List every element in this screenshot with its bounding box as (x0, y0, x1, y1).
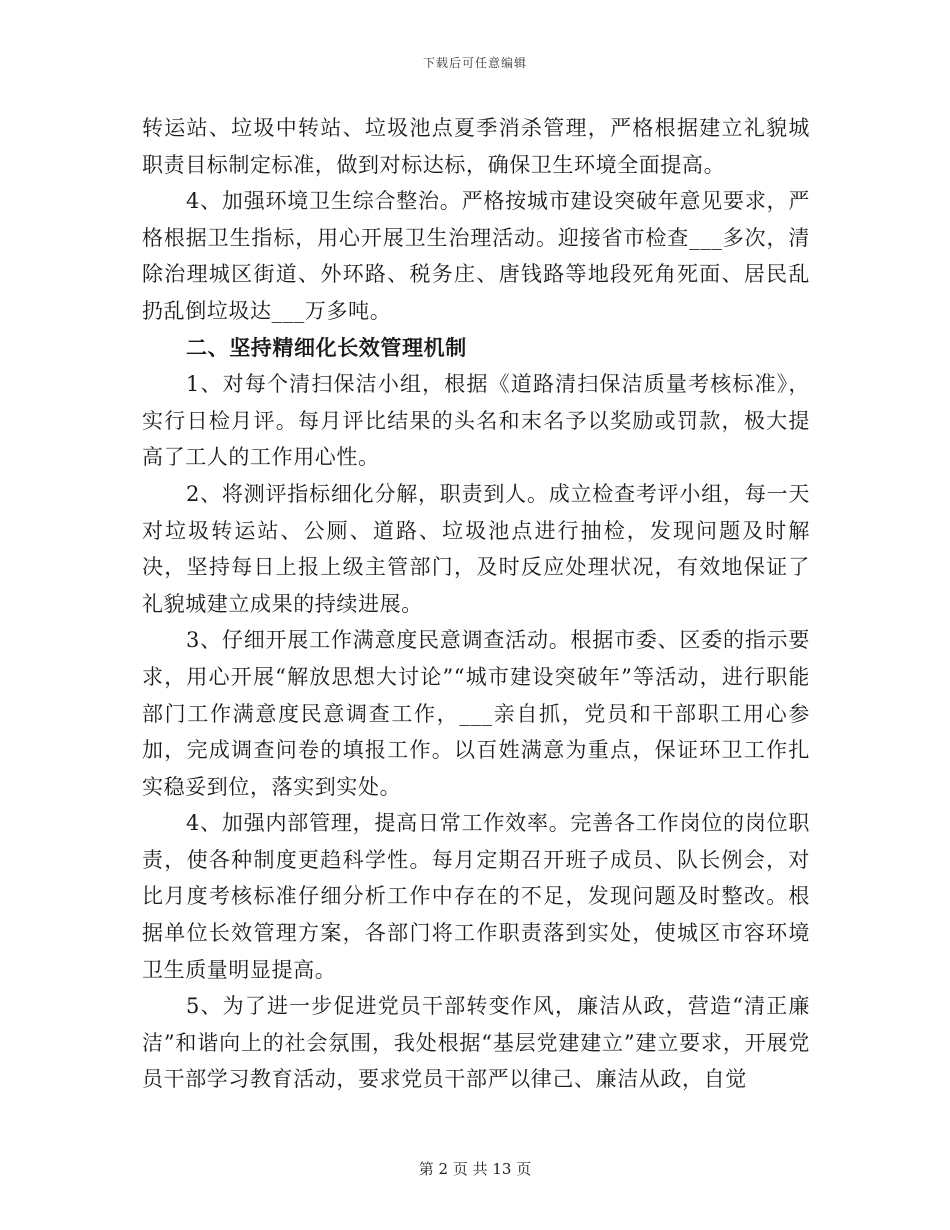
section-heading: 二、坚持精细化长效管理机制 (186, 335, 467, 360)
paragraph-item-1-cleaning: 1、对每个清扫保洁小组，根据《道路清扫保洁质量考核标准》，实行日检月评。每月评比结果的头名和末名予以奖励或罚款，极大提高了工人的工作用心性。 (142, 372, 810, 470)
paragraph-item-3-survey: 3、仔细开展工作满意度民意调查活动。根据市委、区委的指示要求，用心开展“解放思想大讨论”“城市建设突破年”等活动，进行职能部门工作满意度民意调查工作，___亲自抓，党员和干部职工用心参加，完成调查问卷的填报工作。以百姓满意为重点，保证环卫工作扎实稳妥到位，落实到实处。 (142, 628, 810, 799)
page-number: 第 2 页 共 13 页 (418, 1160, 532, 1178)
paragraph-item-2-evaluation: 2、将测评指标细化分解，职责到人。成立检查考评小组，每一天对垃圾转运站、公厕、道路、垃圾池点进行抽检，发现问题及时解决，坚持每日上报上级主管部门，及时反应处理状况，有效地保证了礼貌城建立成果的持续进展。 (142, 481, 810, 616)
paragraph-continuation: 转运站、垃圾中转站、垃圾池点夏季消杀管理，严格根据建立礼貌城职责目标制定标准，做到对标达标，确保卫生环境全面提高。 (142, 116, 810, 177)
paragraph-item-4-management: 4、加强内部管理，提高日常工作效率。完善各工作岗位的岗位职责，使各种制度更趋科学性。每月定期召开班子成员、队长例会，对比月度考核标准仔细分析工作中存在的不足，发现问题及时整改。根据单位长效管理方案，各部门将工作职责落到实处，使城区市容环境卫生质量明显提高。 (142, 811, 810, 982)
page-header-note: 下载后可任意编辑 (422, 56, 527, 70)
paragraph-item-5-party: 5、为了进一步促进党员干部转变作风，廉洁从政，营造“清正廉洁”和谐向上的社会氛围，我处根据“基层党建建立”建立要求，开展党员干部学习教育活动，要求党员干部严以律己、廉洁从政，自觉 (142, 994, 810, 1092)
paragraph-item-4-environment: 4、加强环境卫生综合整治。严格按城市建设突破年意见要求，严格根据卫生指标，用心开展卫生治理活动。迎接省市检查___多次，清除治理城区街道、外环路、税务庄、唐钱路等地段死角死面、居民乱扔乱倒垃圾达___万多吨。 (142, 189, 810, 323)
document-body (142, 110, 810, 1098)
